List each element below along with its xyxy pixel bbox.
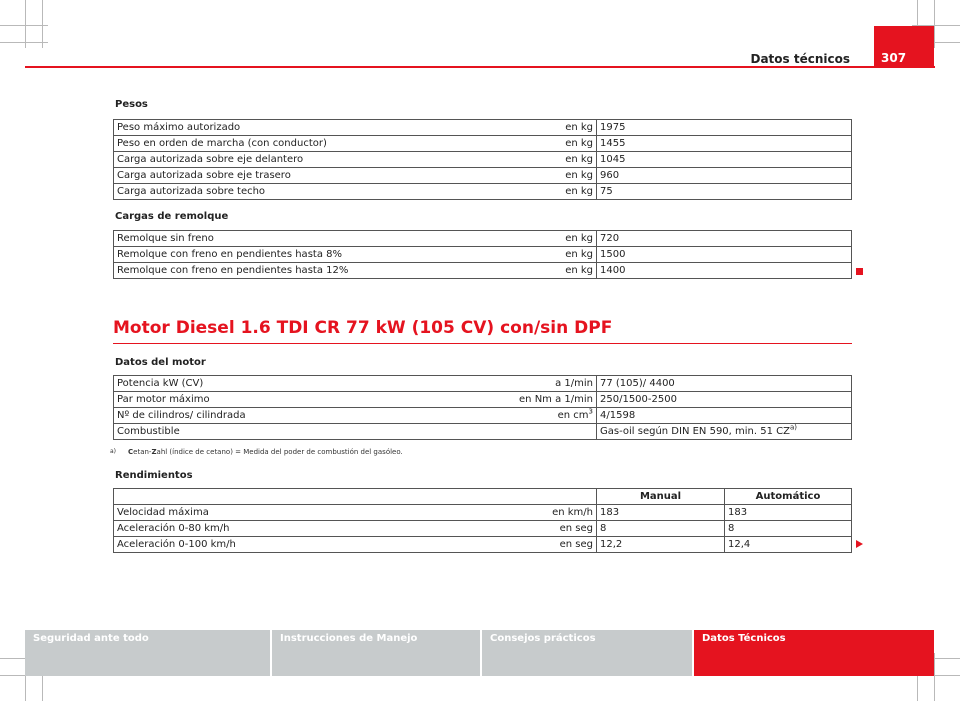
row-label: Peso máximo autorizado (114, 120, 486, 136)
table-row (114, 136, 852, 152)
row-unit: en kg (486, 247, 597, 263)
row-unit: en kg (486, 168, 597, 184)
row-unit (486, 424, 597, 440)
row-unit: en kg (486, 136, 597, 152)
table-row (114, 184, 852, 200)
row-label: Carga autorizada sobre eje delantero (114, 152, 486, 168)
row-value-auto: 8 (725, 521, 852, 537)
table-row (114, 168, 852, 184)
unit-text: en cm (557, 410, 589, 421)
row-label: Par motor máximo (114, 392, 486, 408)
footnote-ref: a) (789, 423, 798, 432)
row-unit: en seg (486, 521, 597, 537)
footnote-text: etan- (133, 448, 152, 456)
header-rule (25, 66, 935, 68)
red-square-icon (856, 268, 863, 275)
crop-mark (42, 0, 43, 48)
row-value: 1975 (597, 120, 852, 136)
row-value: 250/1500-2500 (597, 392, 852, 408)
row-value: 1400 (597, 263, 852, 279)
row-value-auto: 183 (725, 505, 852, 521)
row-label: Aceleración 0-100 km/h (114, 537, 486, 553)
crop-mark (934, 0, 935, 48)
row-unit: en kg (486, 231, 597, 247)
row-unit: en Nm a 1/min (486, 392, 597, 408)
table-row (114, 505, 852, 521)
remolque-table (113, 230, 852, 279)
table-header-row (114, 489, 852, 505)
pesos-table (113, 119, 852, 200)
table-row (114, 537, 852, 553)
row-value: 1045 (597, 152, 852, 168)
row-label: Remolque sin freno (114, 231, 486, 247)
crop-mark (0, 25, 48, 26)
row-label: Potencia kW (CV) (114, 376, 486, 392)
crop-mark (0, 42, 48, 43)
row-value-manual: 12,2 (597, 537, 725, 553)
col-header-manual: Manual (597, 489, 725, 505)
row-value-manual: 183 (597, 505, 725, 521)
heading-rule (113, 343, 852, 344)
rendimientos-table (113, 488, 852, 553)
nav-tab-datos-tecnicos[interactable]: Datos Técnicos (694, 630, 934, 676)
table-row (114, 231, 852, 247)
row-label: Remolque con freno en pendientes hasta 12% (114, 263, 486, 279)
col-header-auto: Automático (725, 489, 852, 505)
row-value-auto: 12,4 (725, 537, 852, 553)
section-title-rendimientos: Rendimientos (115, 470, 193, 481)
row-value (597, 424, 852, 440)
row-unit: en km/h (486, 505, 597, 521)
unit-superscript: 3 (588, 407, 593, 416)
row-value: 1455 (597, 136, 852, 152)
crop-mark (25, 0, 26, 48)
motor-table (113, 375, 852, 440)
table-row (114, 424, 852, 440)
nav-tab-seguridad[interactable]: Seguridad ante todo (25, 630, 270, 676)
row-label: Nº de cilindros/ cilindrada (114, 408, 486, 424)
footnote-bold-z: Z (151, 448, 157, 456)
row-value: 720 (597, 231, 852, 247)
row-unit: en kg (486, 120, 597, 136)
row-unit: en kg (486, 263, 597, 279)
row-unit: en seg (486, 537, 597, 553)
red-arrow-right-icon (856, 540, 863, 548)
nav-tab-consejos[interactable]: Consejos prácticos (482, 630, 692, 676)
table-row (114, 521, 852, 537)
footnote-text: ahl (índice de cetano) = Medida del poder de combustión del gasóleo. (156, 448, 403, 456)
row-label: Aceleración 0-80 km/h (114, 521, 486, 537)
section-title-pesos: Pesos (115, 99, 148, 110)
row-value: 960 (597, 168, 852, 184)
footnote (110, 448, 403, 456)
table-row (114, 263, 852, 279)
section-title-remolque: Cargas de remolque (115, 211, 229, 222)
row-value: 1500 (597, 247, 852, 263)
row-unit (486, 408, 597, 424)
crop-mark (934, 653, 935, 701)
row-label: Remolque con freno en pendientes hasta 8% (114, 247, 486, 263)
nav-tab-instrucciones[interactable]: Instrucciones de Manejo (272, 630, 480, 676)
row-unit: a 1/min (486, 376, 597, 392)
table-row (114, 392, 852, 408)
row-label: Carga autorizada sobre eje trasero (114, 168, 486, 184)
page-number: 307 (874, 26, 934, 66)
row-unit: en kg (486, 152, 597, 168)
value-text: Gas-oil según DIN EN 590, min. 51 CZ (600, 426, 790, 437)
footnote-mark: a) (110, 448, 117, 455)
running-header-title: Datos técnicos (750, 52, 850, 66)
footnote-bold-c: C (128, 448, 134, 456)
table-row (114, 120, 852, 136)
table-row (114, 408, 852, 424)
row-unit: en kg (486, 184, 597, 200)
header-empty-cell (114, 489, 597, 505)
section-title-motor: Datos del motor (115, 357, 206, 368)
row-value: 75 (597, 184, 852, 200)
motor-heading: Motor Diesel 1.6 TDI CR 77 kW (105 CV) con/sin DPF (113, 318, 613, 338)
row-label: Velocidad máxima (114, 505, 486, 521)
row-label: Peso en orden de marcha (con conductor) (114, 136, 486, 152)
table-row (114, 376, 852, 392)
row-value-manual: 8 (597, 521, 725, 537)
table-row (114, 152, 852, 168)
row-value: 77 (105)/ 4400 (597, 376, 852, 392)
row-value: 4/1598 (597, 408, 852, 424)
table-row (114, 247, 852, 263)
row-label: Carga autorizada sobre techo (114, 184, 486, 200)
row-label: Combustible (114, 424, 486, 440)
